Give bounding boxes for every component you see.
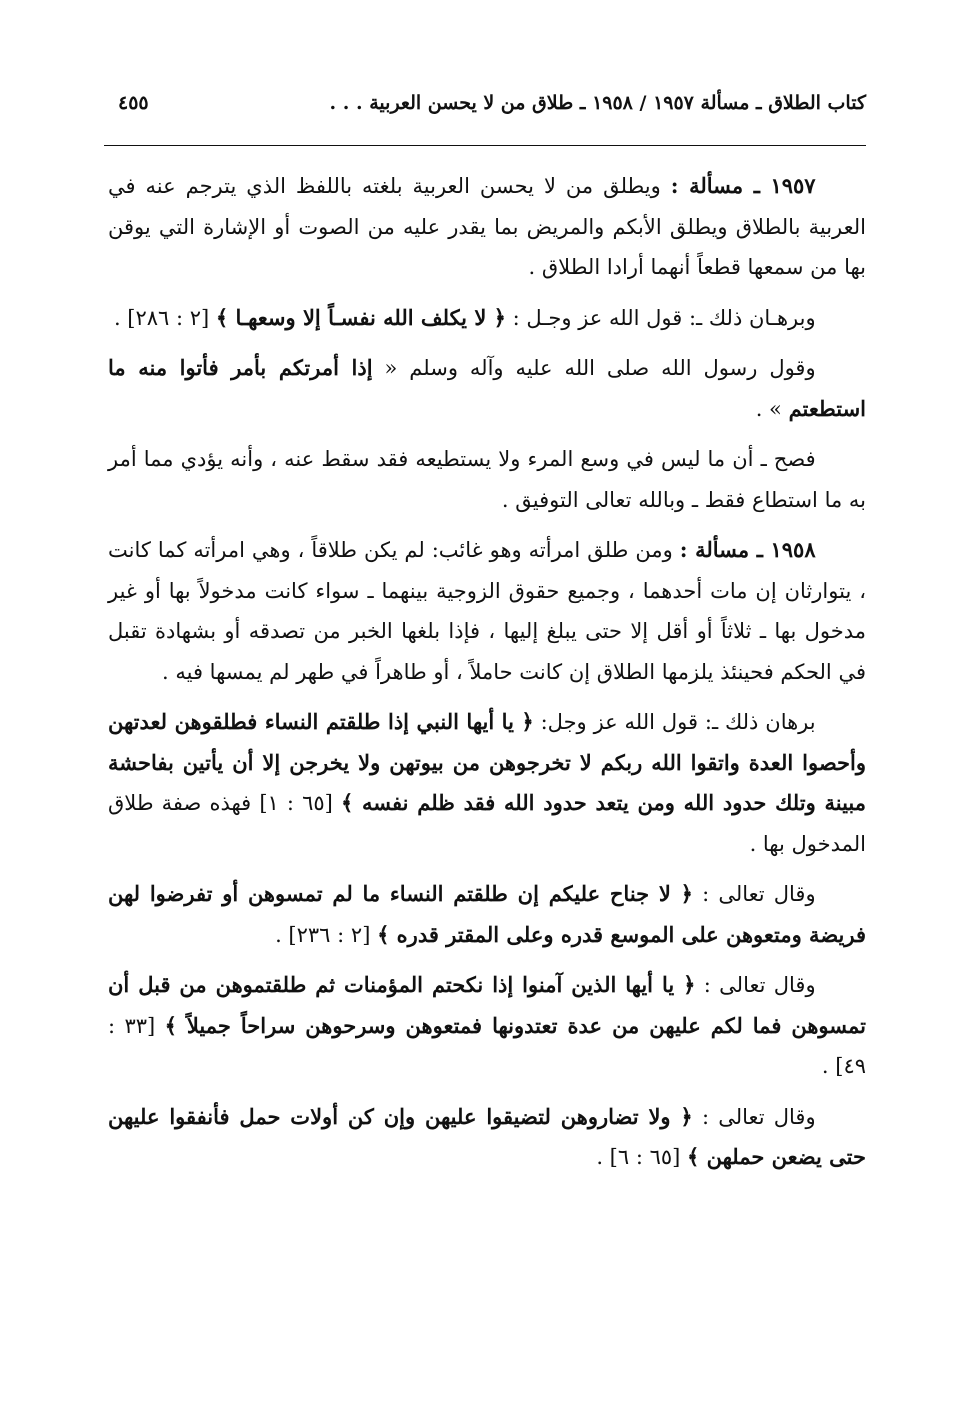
paragraph-text: ويطلق من لا يحسن العربية بلغته باللفظ الذي يترجم عنه في العربية بالطلاق ويطلق الأبكم والمريض بما يقدر عليه من الصوت أو الإشارة التي يوقن بها من سمعها قطعاً أنهما أرادا الطلاق .: [108, 174, 866, 279]
quran-quote: ﴿ لا جناح عليكم إن طلقتم النساء ما لم تمسوهن أو تفرضوا لهن فريضة ومتعوهن على الموسع قدره وعلى المقتر قدره ﴾: [108, 881, 866, 947]
issue-marker: ١٩٥٧ ـ مسألة :: [670, 173, 816, 198]
paragraph-lead: وقال تعالى :: [693, 882, 816, 906]
paragraph-hadith: [108, 348, 866, 429]
paragraph-issue-1957: [108, 166, 866, 288]
paragraph-text: فصح ـ أن ما ليس في وسع المرء ولا يستطيعه فقد سقط عنه ، وأنه يؤدي مما أمر به ما استطاع فقط ـ وبالله تعالى التوفيق .: [108, 447, 866, 512]
verse-reference: [٢ : ٢٣٦] .: [275, 922, 378, 947]
quran-quote: ﴿ لا يكلف الله نفسـاً إلا وسعهـا ﴾: [215, 304, 506, 330]
paragraph-verse: [108, 965, 866, 1087]
page-body: [108, 166, 866, 1188]
issue-marker: ١٩٥٨ ـ مسألة :: [679, 537, 816, 562]
paragraph-issue-1958: [108, 530, 866, 692]
verse-reference: [٣٣ : ٤٩] .: [108, 1013, 866, 1078]
paragraph-lead: وبرهـان ذلك ـ: قول الله عز وجـل :: [505, 305, 816, 330]
running-title: كتاب الطلاق ـ مسألة ١٩٥٧ / ١٩٥٨ ـ طلاق من لا يحسن العربية . . .: [329, 92, 866, 114]
paragraph-verse: [108, 874, 866, 955]
quran-quote: ﴿ يا أيها الذين آمنوا إذا نكحتم المؤمنات ثم طلقتموهن من قبل أن تمسوهن فما لكم عليهن من عدة تعتدونها فمتعوهن وسرحوهن سراحاً جميلاً ﴾: [108, 972, 866, 1038]
verse-reference: [٦٥ : ٦] .: [596, 1145, 688, 1169]
paragraph-proof: [108, 298, 866, 339]
hadith-quote: إذا أمرتكم بأمر فأتوا منه ما استطعتم: [108, 355, 866, 421]
header-rule: [104, 145, 866, 146]
page-number: ٤٥٥: [118, 92, 149, 114]
quran-quote: ﴿ يا أيها النبي إذا طلقتم النساء فطلقوهن لعدتهن وأحصوا العدة واتقوا الله ربكم لا تخرجوهن من بيوتهن ولا يخرجن إلا أن يأتين بفاحشة مبينة وتلك حدود الله ومن يتعد حدود الله فقد ظلم نفسه ﴾: [108, 709, 866, 815]
paragraph-conclusion: [108, 439, 866, 520]
paragraph-proof: [108, 702, 866, 864]
paragraph-lead: وقال تعالى :: [692, 1104, 816, 1129]
running-header: [118, 92, 866, 126]
paragraph-lead: وقال تعالى :: [695, 973, 816, 997]
quran-quote: ﴿ ولا تضاروهن لتضيقوا عليهن وإن كن أولات حمل فأنفقوا عليهن حتى يضعن حملهن ﴾: [108, 1103, 866, 1169]
paragraph-verse: [108, 1097, 866, 1178]
paragraph-text: ومن طلق امرأته وهو غائب: لم يكن طلاقاً ، وهي امرأته كما كانت ، يتوارثان إن مات أحدهما ، وجميع حقوق الزوجية بينهما ـ سواء كانت مدخولاً بها أو غير مدخول بها ـ ثلاثاً أو أقل إلا حتى يبلغ إليها ، فإذا بلغها الخبر من تصدقه أو بشهادة تقبل في الحكم فحينئذ يلزمها الطلاق إن كانت حاملاً ، أو طاهراً في طهر لم يمسها فيه .: [108, 538, 866, 684]
verse-reference: [٢ : ٢٨٦] .: [113, 305, 216, 330]
verse-reference: [٦٥ : ١] فهذه صفة طلاق المدخول بها .: [108, 791, 866, 856]
paragraph-tail: » .: [755, 396, 789, 421]
paragraph-lead: برهان ذلك ـ: قول الله عز وجل:: [533, 710, 816, 734]
paragraph-lead: وقول رسول الله صلى الله عليه وآله وسلم «: [372, 356, 816, 380]
